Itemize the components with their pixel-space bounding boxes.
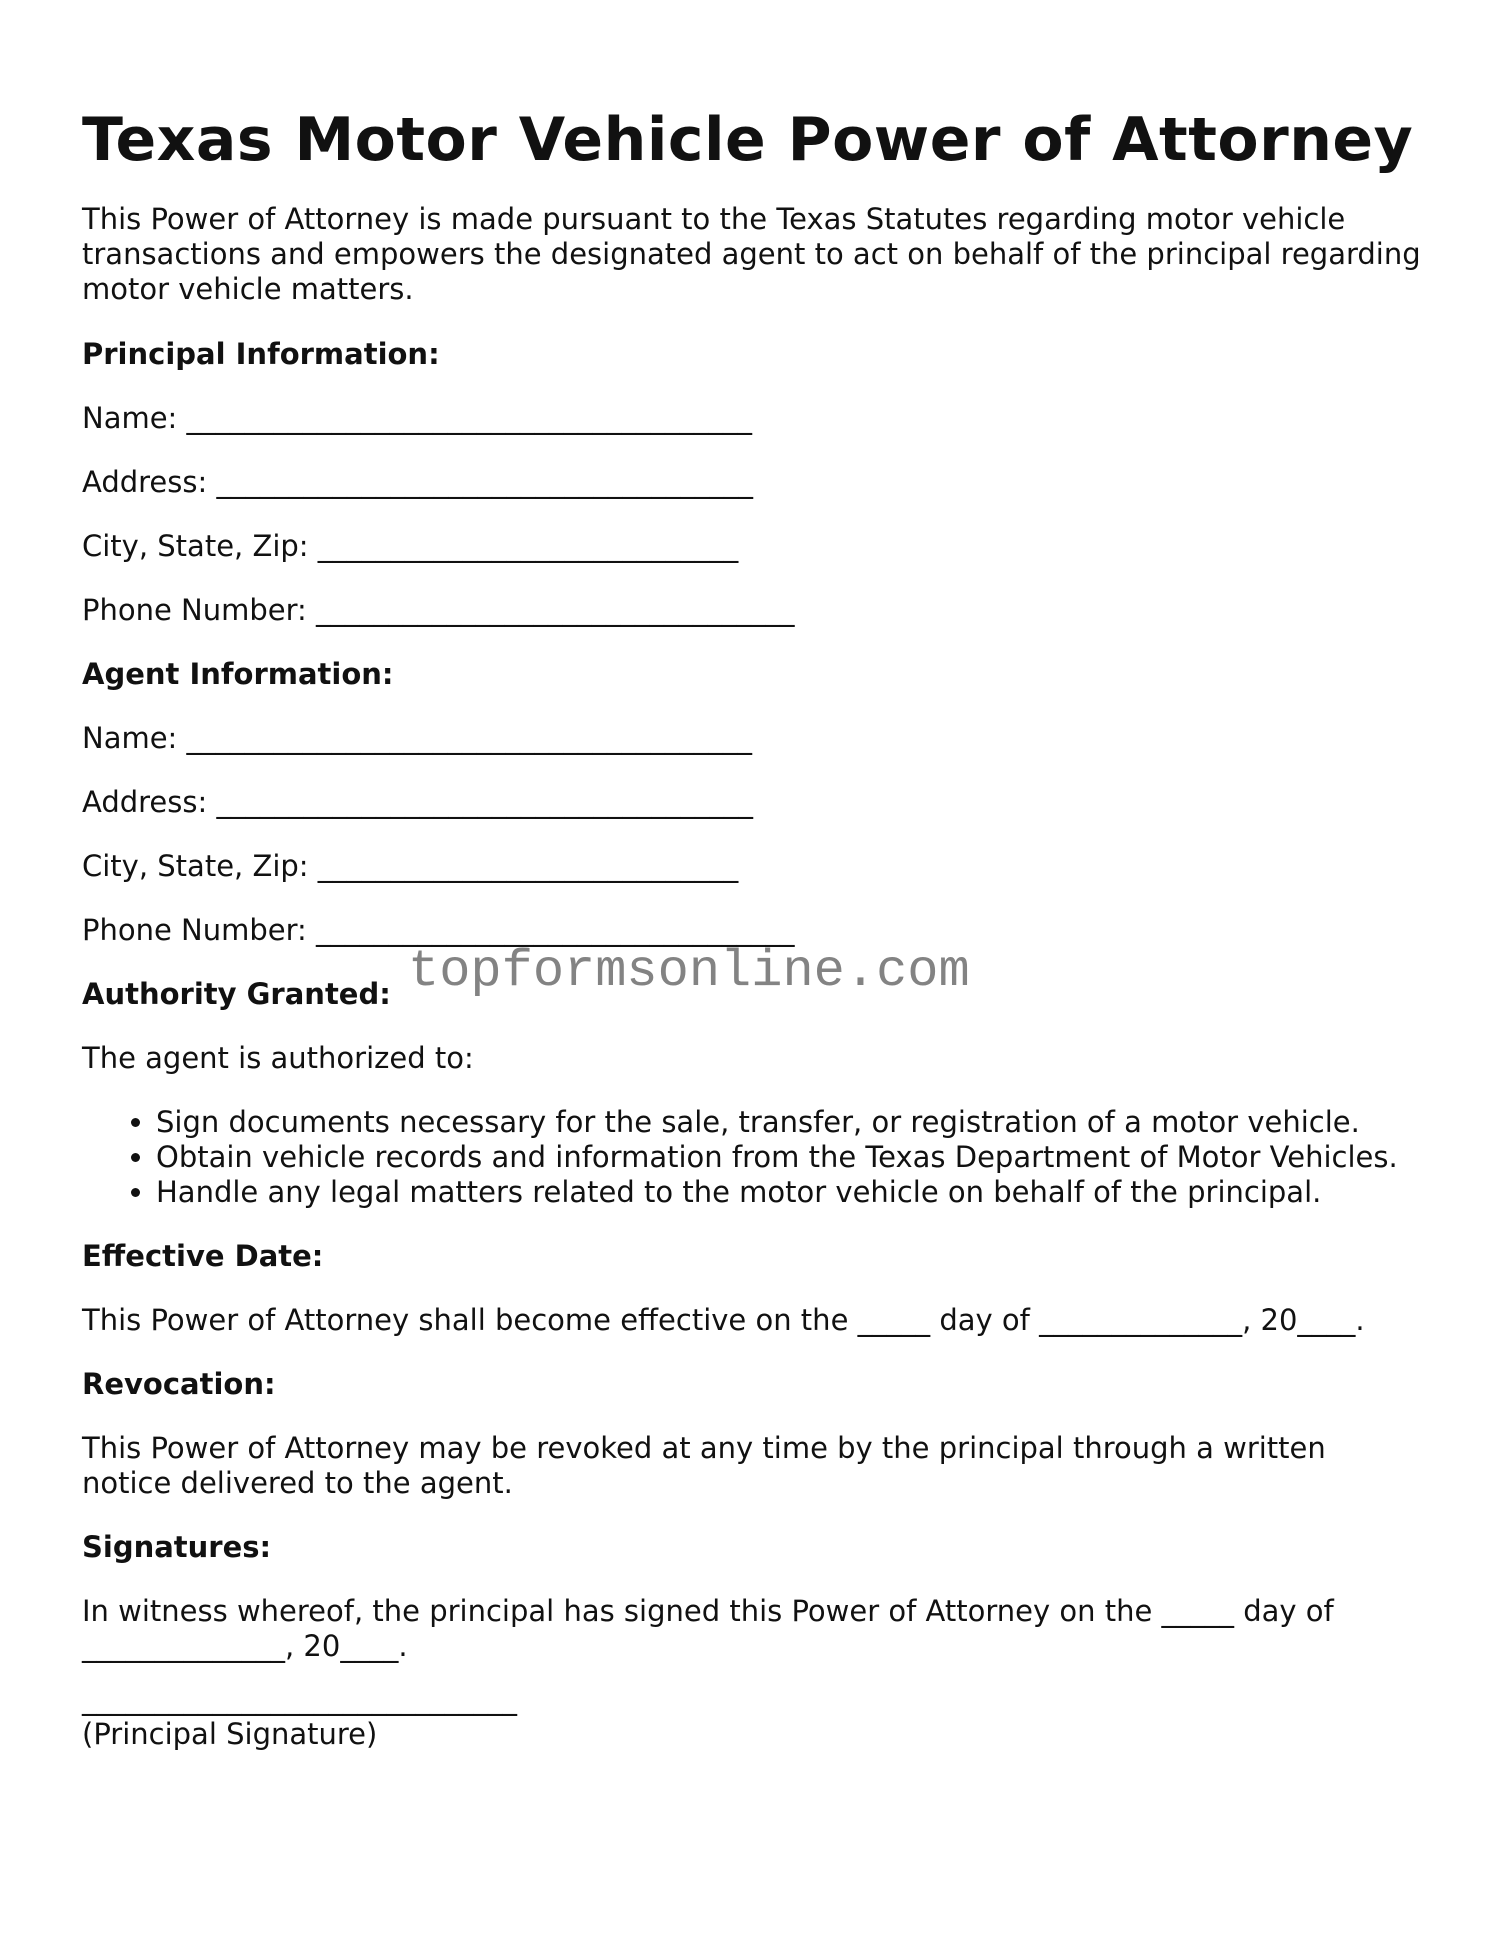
- intro-paragraph: This Power of Attorney is made pursuant to the Texas Statutes regarding motor vehicle transactions and empowers the designated agent to act on behalf of the principal regarding motor vehicle matters.: [82, 202, 1421, 306]
- principal-signature-label: (Principal Signature): [82, 1717, 378, 1751]
- effective-heading: Effective Date:: [82, 1239, 324, 1273]
- principal-city-field[interactable]: City, State, Zip: _____________________________: [82, 529, 739, 563]
- list-item: • Obtain vehicle records and information from the Texas Department of Motor Vehicles.: [156, 1140, 1422, 1175]
- authority-heading: Authority Granted:: [82, 977, 391, 1011]
- revocation-heading: Revocation:: [82, 1367, 276, 1401]
- principal-signature-line[interactable]: ______________________________: [82, 1682, 517, 1716]
- signatures-text: In witness whereof, the principal has signed this Power of Attorney on the _____ day of ______________, 20____.: [82, 1594, 1334, 1663]
- agent-city-field[interactable]: City, State, Zip: _____________________________: [82, 849, 739, 883]
- agent-heading: Agent Information:: [82, 657, 394, 691]
- agent-name-field[interactable]: Name: _______________________________________: [82, 721, 753, 755]
- effective-text: This Power of Attorney shall become effective on the _____ day of ______________, 20____.: [82, 1303, 1365, 1337]
- principal-name-field[interactable]: Name: _______________________________________: [82, 401, 753, 435]
- document-title: Texas Motor Vehicle Power of Attorney: [82, 105, 1414, 175]
- agent-phone-field[interactable]: Phone Number: _________________________________: [82, 913, 795, 947]
- watermark: topformsonline.com: [408, 942, 970, 1001]
- signatures-heading: Signatures:: [82, 1530, 272, 1564]
- authority-lead: The agent is authorized to:: [82, 1041, 474, 1075]
- list-item: • Sign documents necessary for the sale, transfer, or registration of a motor vehicle.: [156, 1105, 1422, 1140]
- agent-address-field[interactable]: Address: _____________________________________: [82, 785, 753, 819]
- list-item: • Handle any legal matters related to the motor vehicle on behalf of the principal.: [156, 1175, 1422, 1210]
- principal-heading: Principal Information:: [82, 337, 440, 371]
- principal-address-field[interactable]: Address: _____________________________________: [82, 465, 753, 499]
- document-page: [82, 100, 1422, 1752]
- principal-phone-field[interactable]: Phone Number: _________________________________: [82, 593, 795, 627]
- revocation-text: This Power of Attorney may be revoked at any time by the principal through a written notice delivered to the agent.: [82, 1431, 1326, 1500]
- authority-list: [82, 1105, 1422, 1210]
